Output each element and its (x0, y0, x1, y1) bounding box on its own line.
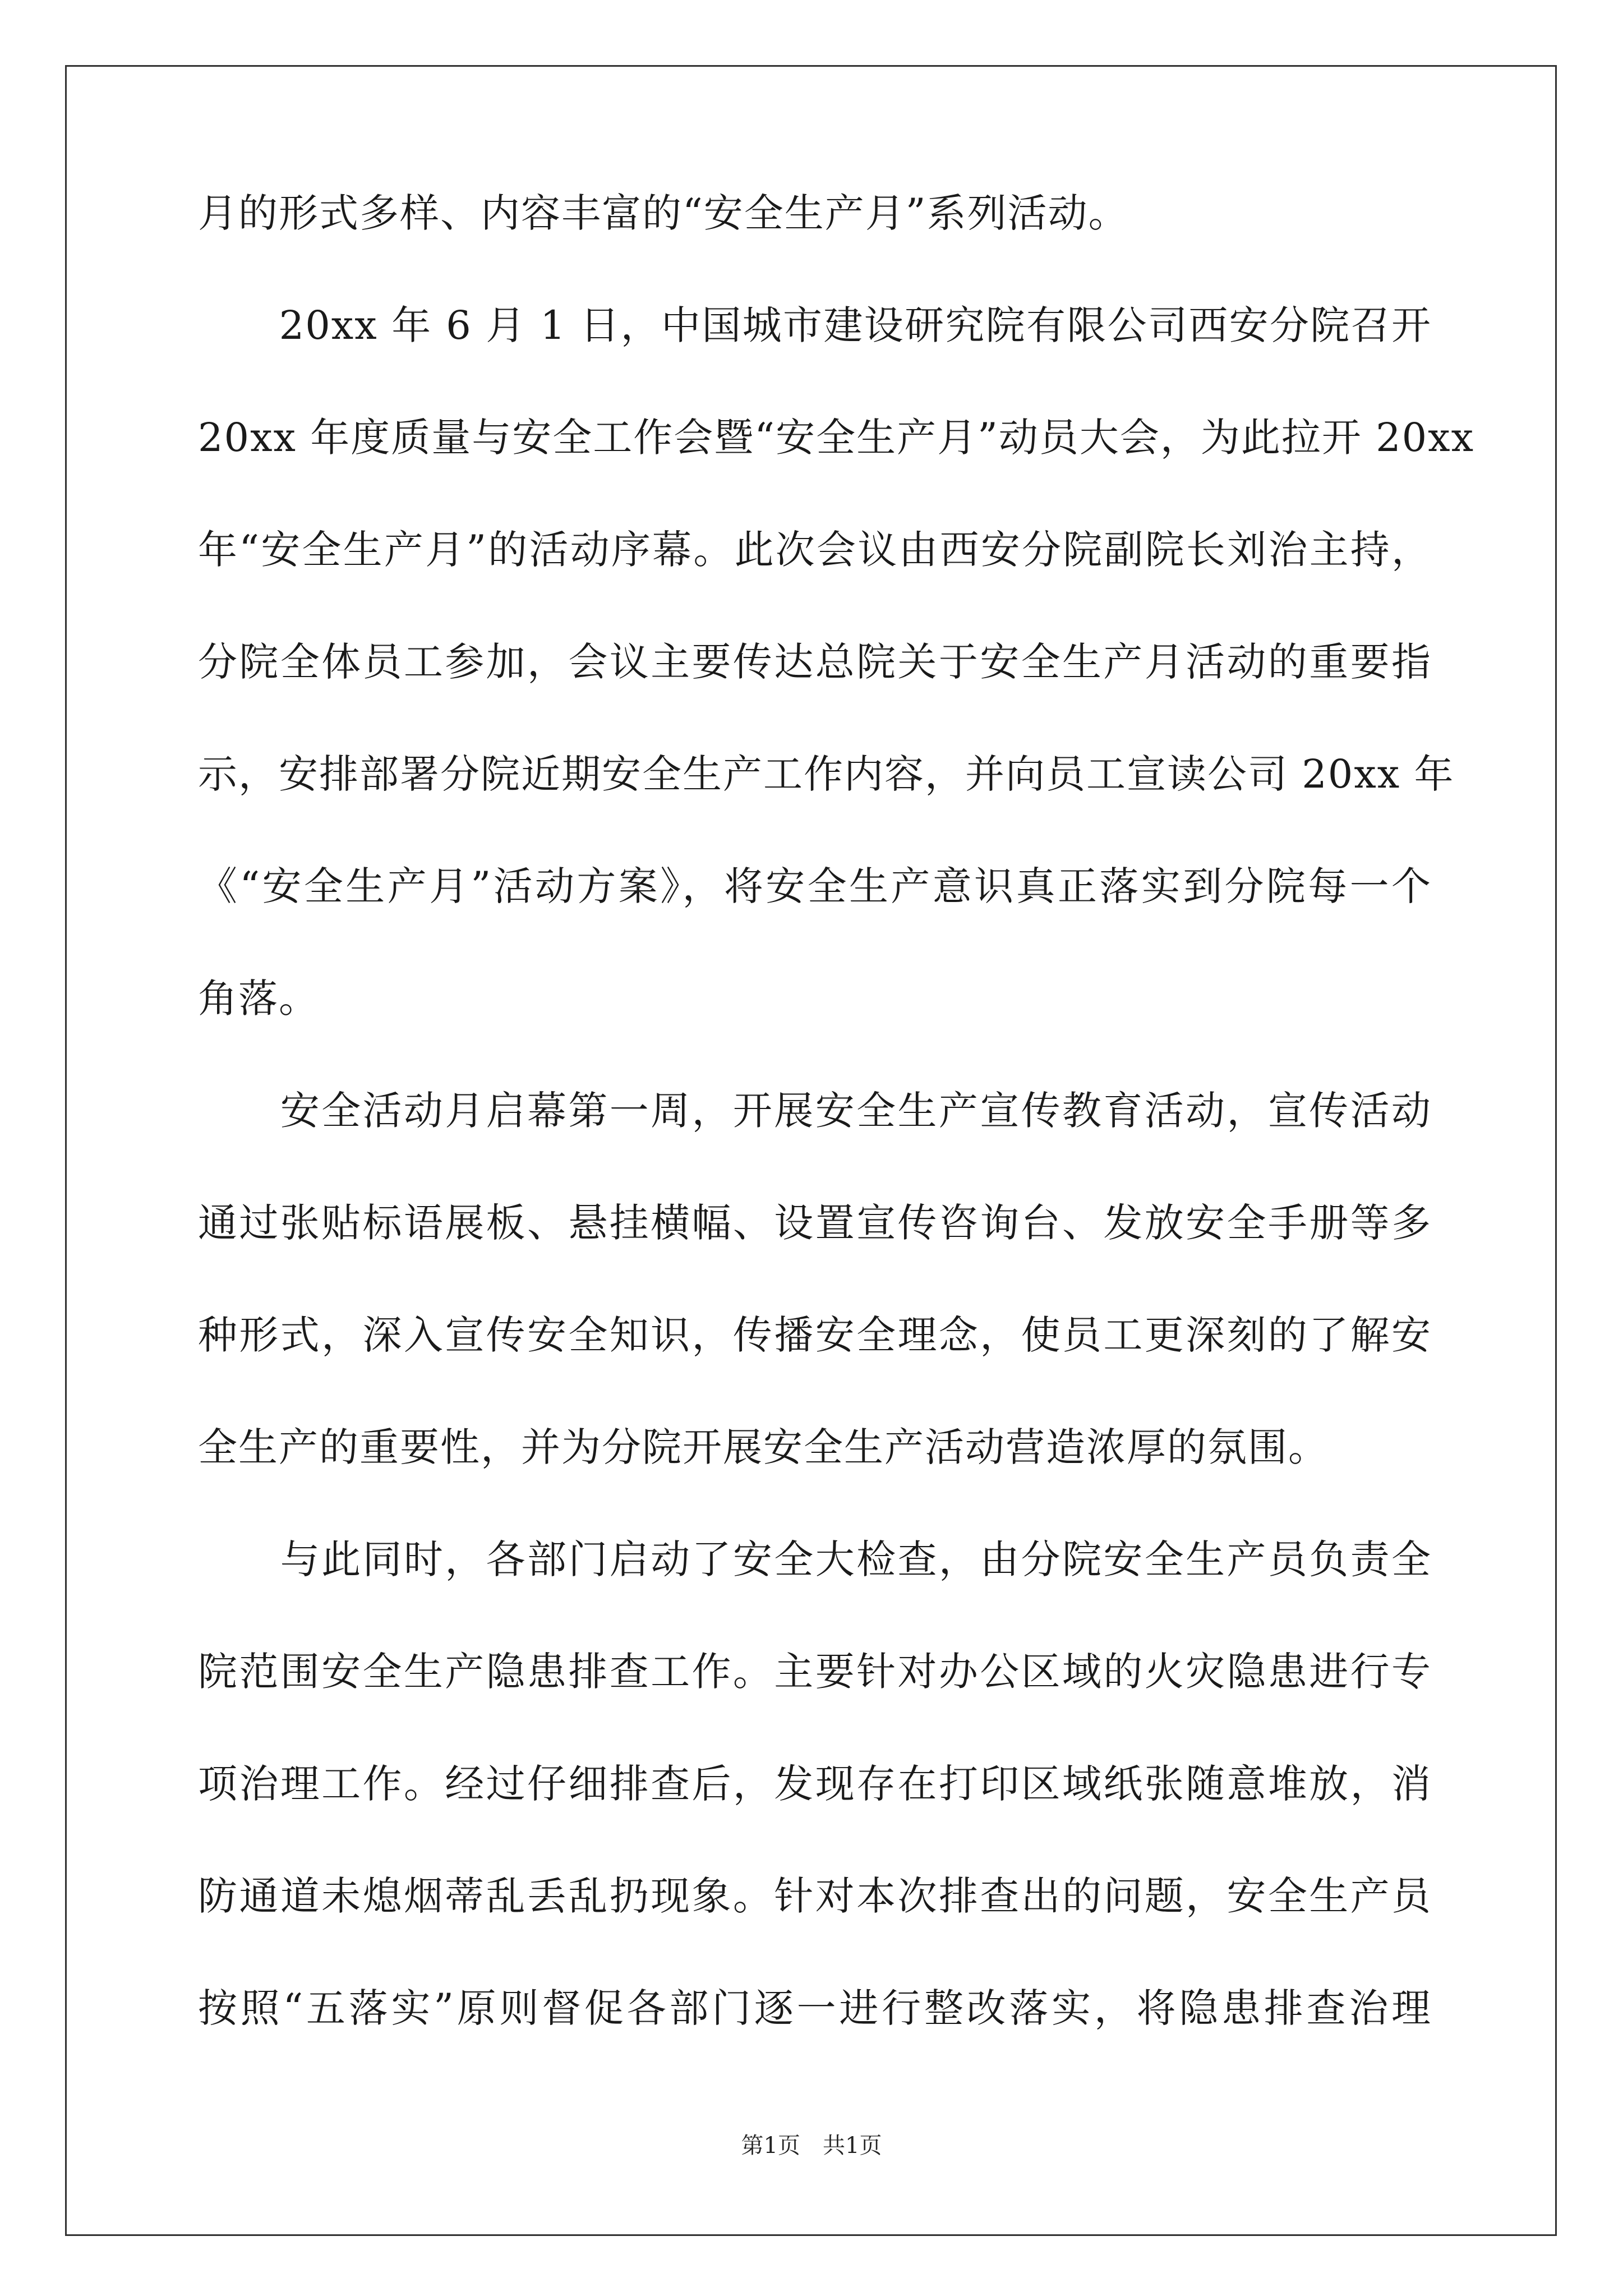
text-line: 院范围安全生产隐患排查工作。主要针对办公区域的火灾隐患进行专 (198, 1649, 1432, 1695)
text-line: 示，安排部署分院近期安全生产工作内容，并向员工宣读公司 20xx 年 (198, 751, 1455, 797)
text-line: 通过张贴标语展板、悬挂横幅、设置宣传咨询台、发放安全手册等多 (198, 1200, 1432, 1246)
text-line: 分院全体员工参加，会议主要传达总院关于安全生产月活动的重要指 (198, 639, 1432, 685)
text-line: 月的形式多样、内容丰富的“安全生产月”系列活动。 (198, 190, 1129, 236)
text-line: 种形式，深入宣传安全知识，传播安全理念，使员工更深刻的了解安 (198, 1312, 1432, 1358)
text-line: 安全活动月启幕第一周，开展安全生产宣传教育活动，宣传活动 (198, 1088, 1432, 1134)
text-line: 按照“五落实”原则督促各部门逐一进行整改落实，将隐患排查治理 (198, 1985, 1432, 2031)
text-line: 角落。 (198, 976, 319, 1022)
page-footer: 第1页 共1页 (741, 2133, 882, 2159)
text-line: 《“安全生产月”活动方案》，将安全生产意识真正落实到分院每一个 (198, 863, 1432, 909)
text-line: 全生产的重要性，并为分院开展安全生产活动营造浓厚的氛围。 (198, 1424, 1329, 1470)
text-line: 20xx 年度质量与安全工作会暨“安全生产月”动员大会，为此拉开 20xx (198, 415, 1475, 461)
text-line: 项治理工作。经过仔细排查后，发现存在打印区域纸张随意堆放，消 (198, 1761, 1432, 1807)
text-line: 防通道未熄烟蒂乱丢乱扔现象。针对本次排查出的问题，安全生产员 (198, 1873, 1432, 1919)
text-line: 与此同时，各部门启动了安全大检查，由分院安全生产员负责全 (198, 1536, 1432, 1582)
text-line: 20xx 年 6 月 1 日，中国城市建设研究院有限公司西安分院召开 (198, 302, 1432, 348)
text-line: 年“安全生产月”的活动序幕。此次会议由西安分院副院长刘治主持， (198, 527, 1432, 573)
